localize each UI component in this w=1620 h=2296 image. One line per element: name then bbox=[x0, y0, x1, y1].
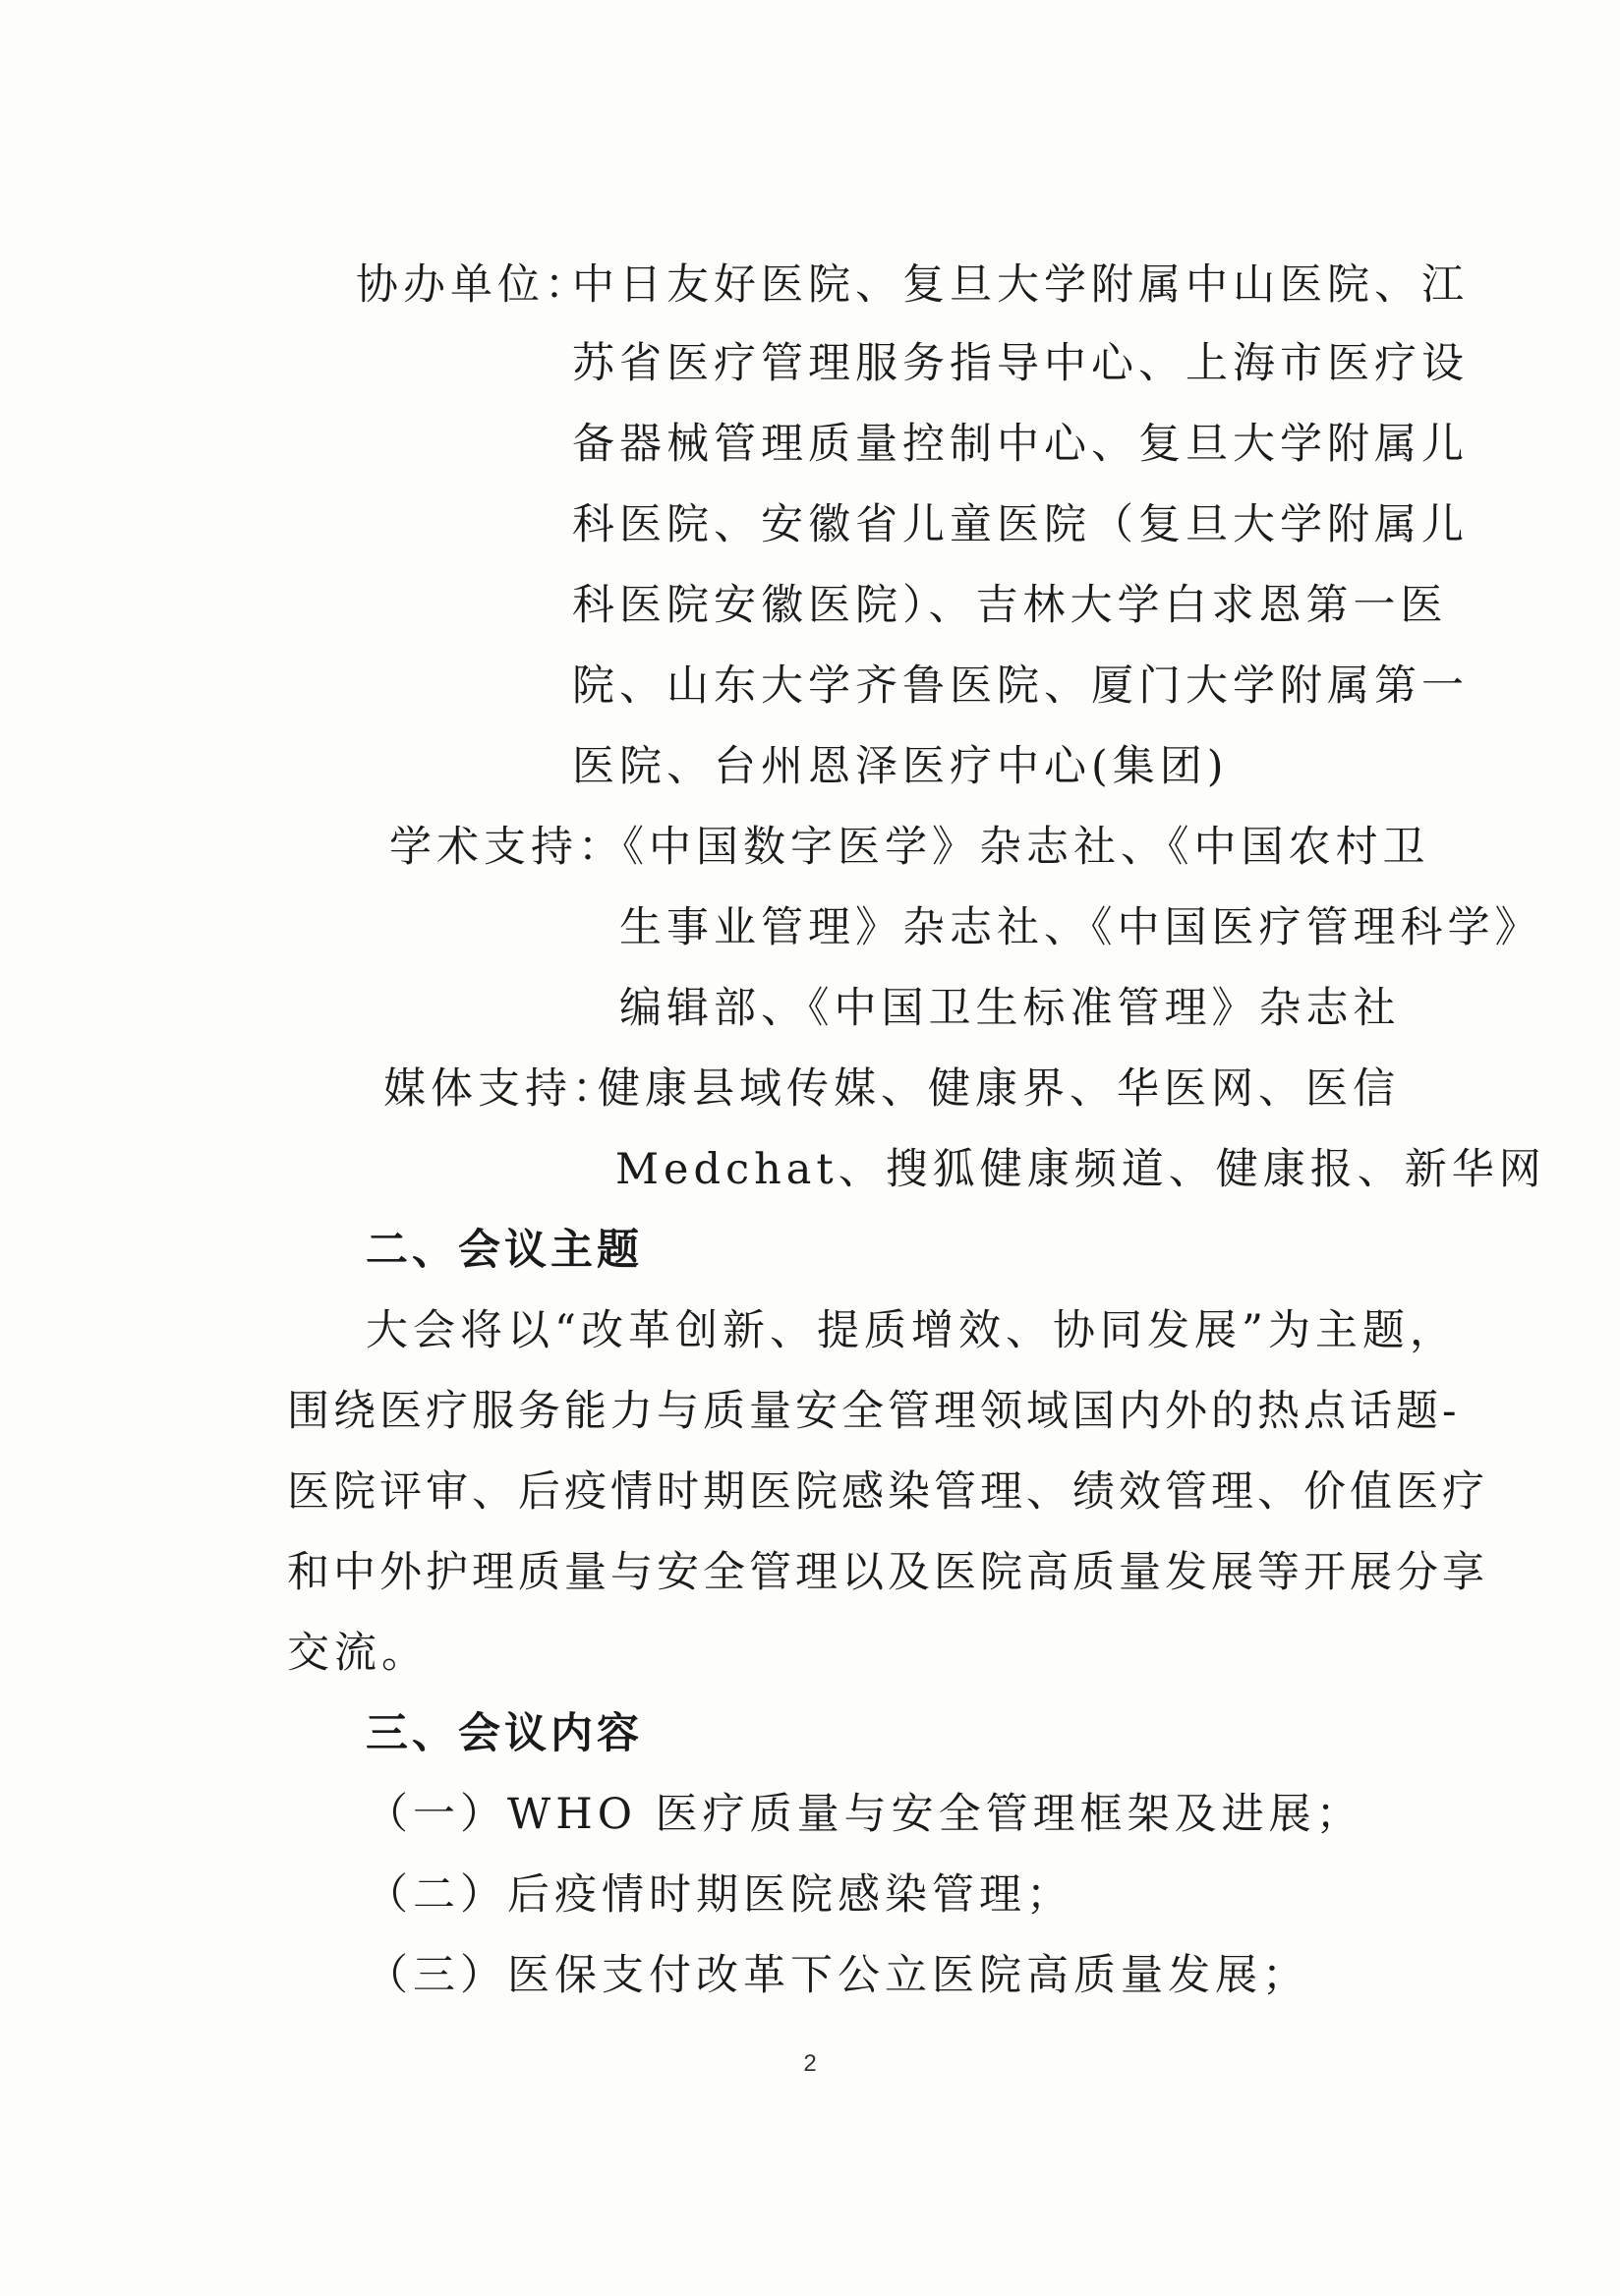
academic-support-line-1: 《中国数字医学》杂志社、《中国农村卫 bbox=[602, 823, 1430, 872]
page-number: 2 bbox=[803, 2050, 817, 2077]
theme-paragraph-line-5: 交流。 bbox=[287, 1629, 429, 1678]
content-item-1: （一）WHO 医疗质量与安全管理框架及进展； bbox=[366, 1790, 1363, 1839]
content-item-2: （二）后疫情时期医院感染管理； bbox=[366, 1870, 1073, 1920]
section-content-heading: 三、会议内容 bbox=[366, 1709, 643, 1758]
media-support-line-2: Medchat、搜狐健康频道、健康报、新华网 bbox=[615, 1145, 1546, 1194]
academic-support-line-3: 编辑部、《中国卫生标准管理》杂志社 bbox=[619, 984, 1401, 1033]
co-organizers-line-1: 中日友好医院、复旦大学附属中山医院、江 bbox=[572, 260, 1469, 310]
co-organizers-line-7: 医院、台州恩泽医疗中心(集团) bbox=[572, 742, 1229, 791]
theme-paragraph-line-2: 围绕医疗服务能力与质量安全管理领域国内外的热点话题- bbox=[287, 1387, 1461, 1436]
academic-support-label: 学术支持： bbox=[389, 823, 625, 872]
co-organizers-line-2: 苏省医疗管理服务指导中心、上海市医疗设 bbox=[572, 339, 1469, 388]
co-organizers-line-3: 备器械管理质量控制中心、复旦大学附属儿 bbox=[572, 420, 1469, 469]
media-support-label: 媒体支持： bbox=[383, 1064, 619, 1114]
co-organizers-line-5: 科医院安徽医院）、吉林大学白求恩第一医 bbox=[572, 581, 1448, 630]
theme-paragraph-line-4: 和中外护理质量与安全管理以及医院高质量发展等开展分享 bbox=[287, 1548, 1488, 1597]
co-organizers-line-4: 科医院、安徽省儿童医院（复旦大学附属儿 bbox=[572, 500, 1469, 549]
academic-support-line-2: 生事业管理》杂志社、《中国医疗管理科学》 bbox=[619, 903, 1542, 952]
co-organizers-line-6: 院、山东大学齐鲁医院、厦门大学附属第一 bbox=[572, 661, 1469, 711]
section-theme-heading: 二、会议主题 bbox=[366, 1226, 643, 1275]
theme-paragraph-line-3: 医院评审、后疫情时期医院感染管理、绩效管理、价值医疗 bbox=[287, 1467, 1488, 1517]
content-item-3: （三）医保支付改革下公立医院高质量发展； bbox=[366, 1951, 1309, 2000]
theme-paragraph-line-1: 大会将以“改革创新、提质增效、协同发展”为主题， bbox=[366, 1306, 1457, 1355]
co-organizers-label: 协办单位： bbox=[356, 260, 592, 310]
media-support-line-1: 健康县域传媒、健康界、华医网、医信 bbox=[598, 1064, 1400, 1114]
